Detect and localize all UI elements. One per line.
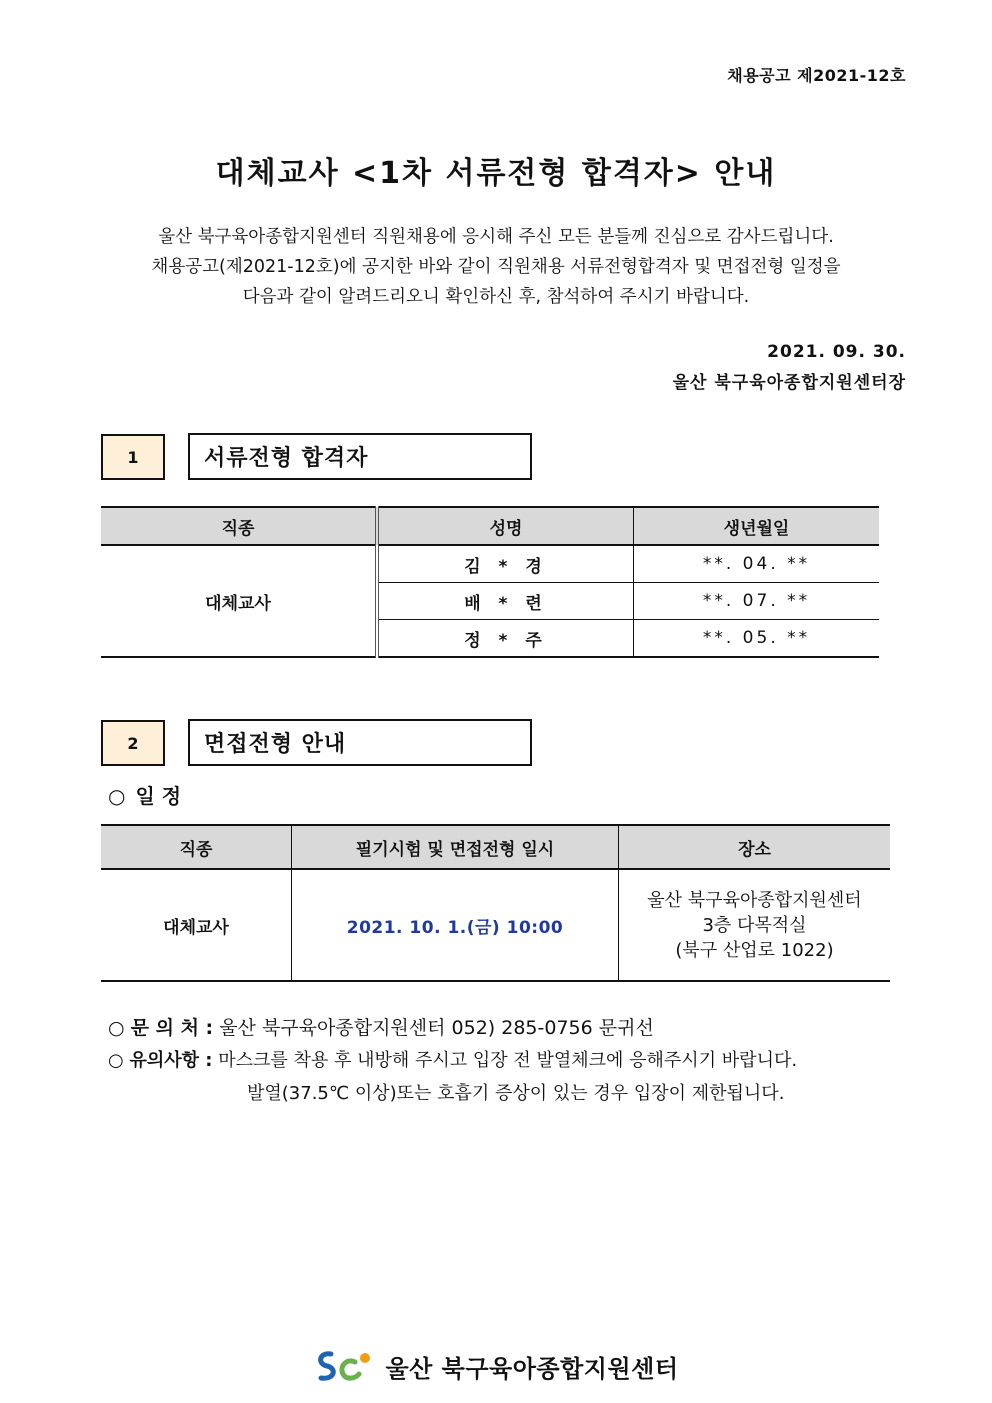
table-row — [101, 869, 890, 981]
job-cell: 대체교사 — [101, 545, 377, 657]
intro-paragraph — [0, 222, 992, 312]
contact-label: 문 의 처 : — [130, 1017, 214, 1039]
name-cell: 배 * 련 — [377, 583, 634, 620]
header-datetime: 필기시험 및 면접전형 일시 — [292, 825, 619, 869]
issue-date: 2021. 09. 30. — [767, 342, 906, 362]
contact-line — [108, 1013, 654, 1040]
birth-cell: **. 04. ** — [634, 545, 880, 583]
section-1-number: 1 — [101, 434, 165, 480]
bullet-circle-icon: ○ — [108, 784, 126, 808]
center-logo-icon — [313, 1346, 377, 1386]
header-birthdate: 생년월일 — [634, 507, 880, 545]
header-job: 직종 — [101, 507, 377, 545]
bullet-circle-icon: ○ — [108, 1017, 125, 1039]
table-row — [101, 545, 879, 583]
intro-line-3: 다음과 같이 알려드리오니 확인하신 후, 참석하여 주시기 바랍니다. — [242, 287, 750, 307]
name-cell: 정 * 주 — [377, 620, 634, 658]
header-place: 장소 — [619, 825, 891, 869]
schedule-heading — [108, 780, 181, 809]
table-header-row — [101, 825, 890, 869]
header-job: 직종 — [101, 825, 292, 869]
notes-label: 유의사항 : — [129, 1050, 213, 1071]
notes-text-1: 마스크를 착용 후 내방해 주시고 입장 전 발열체크에 응해주시기 바랍니다. — [218, 1050, 798, 1071]
place-line-1: 울산 북구육아종합지원센터 — [647, 889, 862, 911]
header-name: 성명 — [377, 507, 634, 545]
place-line-2: 3층 다목적실 — [702, 914, 807, 936]
issuer: 울산 북구육아종합지원센터장 — [672, 373, 906, 393]
bullet-circle-icon: ○ — [108, 1050, 124, 1071]
job-cell: 대체교사 — [101, 869, 292, 981]
place-line-3: (북구 산업로 1022) — [675, 939, 834, 961]
notes-line-1 — [108, 1046, 797, 1072]
schedule-label: 일 정 — [135, 784, 182, 808]
interview-table — [101, 824, 890, 982]
footer-org-name: 울산 북구육아종합지원센터 — [385, 1354, 679, 1383]
name-cell: 김 * 경 — [377, 545, 634, 583]
passers-table — [101, 506, 879, 658]
section-2-title: 면접전형 안내 — [188, 719, 532, 766]
intro-line-1: 울산 북구육아종합지원센터 직원채용에 응시해 주신 모든 분들께 진심으로 감사드립니다. — [158, 227, 834, 247]
table-header-row — [101, 507, 879, 545]
footer — [0, 1346, 992, 1386]
page-title: 대체교사 <1차 서류전형 합격자> 안내 — [215, 156, 777, 191]
notes-line-2: 발열(37.5℃ 이상)또는 호흡기 증상이 있는 경우 입장이 제한됩니다. — [247, 1083, 785, 1104]
contact-value: 울산 북구육아종합지원센터 052) 285-0756 문귀선 — [219, 1017, 654, 1039]
datetime-cell: 2021. 10. 1.(금) 10:00 — [292, 869, 619, 981]
section-1-title: 서류전형 합격자 — [188, 433, 532, 480]
notice-number: 채용공고 제2021-12호 — [727, 66, 906, 85]
place-cell — [619, 869, 891, 981]
birth-cell: **. 05. ** — [634, 620, 880, 658]
intro-line-2: 채용공고(제2021-12호)에 공지한 바와 같이 직원채용 서류전형합격자 및 면접전형 일정을 — [151, 257, 841, 277]
section-2-number: 2 — [101, 720, 165, 766]
birth-cell: **. 07. ** — [634, 583, 880, 620]
